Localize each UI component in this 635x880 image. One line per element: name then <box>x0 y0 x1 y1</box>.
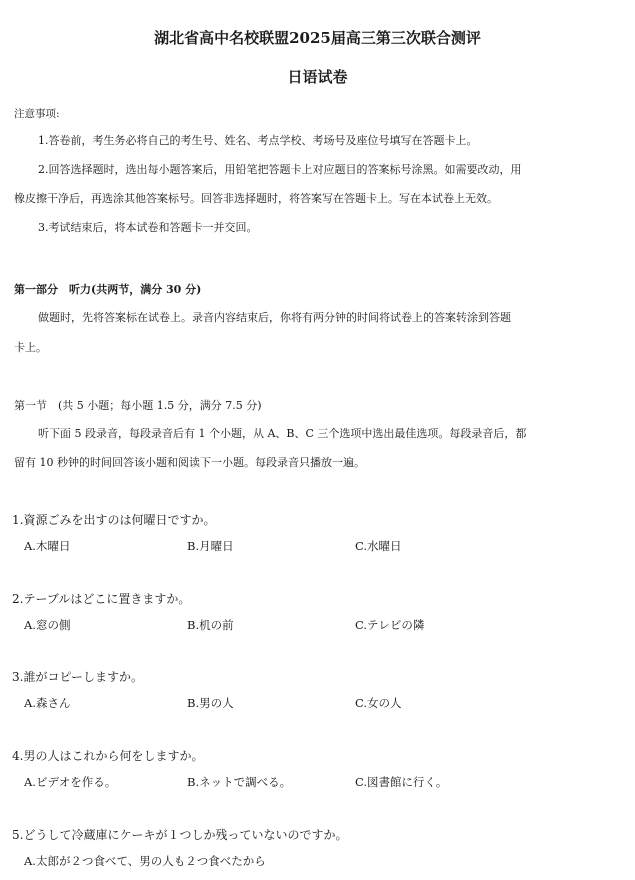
notice-heading: 注意事项: <box>14 108 60 120</box>
notice-item-1: 1.答卷前，考生务必将自己的考生号、姓名、考点学校、考场号及座位号填写在答题卡上。 <box>38 134 478 147</box>
question-4-option-c: C.図書館に行く。 <box>355 775 448 789</box>
section1-instruction-line-1: 听下面 5 段录音，每段录音后有 1 个小题，从 A、B、C 三个选项中选出最佳选项。每段录音后，都 <box>38 427 527 440</box>
question-5: 5.どうして冷蔵庫にケーキが１つしか残っていないのですか。 <box>12 828 348 842</box>
question-2: 2.テーブルはどこに置きますか。 <box>12 592 191 606</box>
question-2-option-b: B.机の前 <box>187 618 234 632</box>
question-3-option-a: A.森さん <box>24 696 71 710</box>
notice-item-3: 3.考试结束后，将本试卷和答题卡一并交回。 <box>38 221 258 234</box>
question-5-option-a: A.太郎が２つ食べて、男の人も２つ食べたから <box>24 854 266 868</box>
question-2-option-c: C.テレビの隣 <box>355 618 425 632</box>
question-1-option-a: A.木曜日 <box>24 539 71 553</box>
part1-instruction-line-1: 做题时，先将答案标在试卷上。录音内容结束后，你将有两分钟的时间将试卷上的答案转涂到答题 <box>38 311 511 324</box>
question-4: 4.男の人はこれから何をしますか。 <box>12 749 204 763</box>
question-1-option-b: B.月曜日 <box>187 539 234 553</box>
notice-item-2-line-1: 2.回答选择题时，选出每小题答案后，用铅笔把答题卡上对应题目的答案标号涂黑。如需要改动，用 <box>38 163 522 176</box>
exam-subtitle: 日语试卷 <box>287 68 348 86</box>
question-4-option-b: B.ネットで調べる。 <box>187 775 292 789</box>
part1-instruction-line-2: 卡上。 <box>14 341 47 354</box>
question-1-option-c: C.水曜日 <box>355 539 402 553</box>
section1-instruction-line-2: 留有 10 秒钟的时间回答该小题和阅读下一小题。每段录音只播放一遍。 <box>14 456 365 469</box>
question-4-option-a: A.ビデオを作る。 <box>24 775 117 789</box>
part1-heading: 第一部分 听力(共两节，满分 30 分) <box>14 283 202 296</box>
exam-title: 湖北省高中名校联盟2025届高三第三次联合测评 <box>154 29 481 47</box>
question-3-option-c: C.女の人 <box>355 696 402 710</box>
question-1: 1.資源ごみを出すのは何曜日ですか。 <box>12 513 216 527</box>
question-2-option-a: A.窓の側 <box>24 618 71 632</box>
notice-item-2-line-2: 橡皮擦干净后，再选涂其他答案标号。回答非选择题时，将答案写在答题卡上。写在本试卷上无效。 <box>14 192 498 205</box>
question-3-option-b: B.男の人 <box>187 696 234 710</box>
question-3: 3.誰がコピーしますか。 <box>12 670 143 684</box>
section1-heading: 第一节 (共 5 小题；每小题 1.5 分，满分 7.5 分) <box>14 399 262 412</box>
